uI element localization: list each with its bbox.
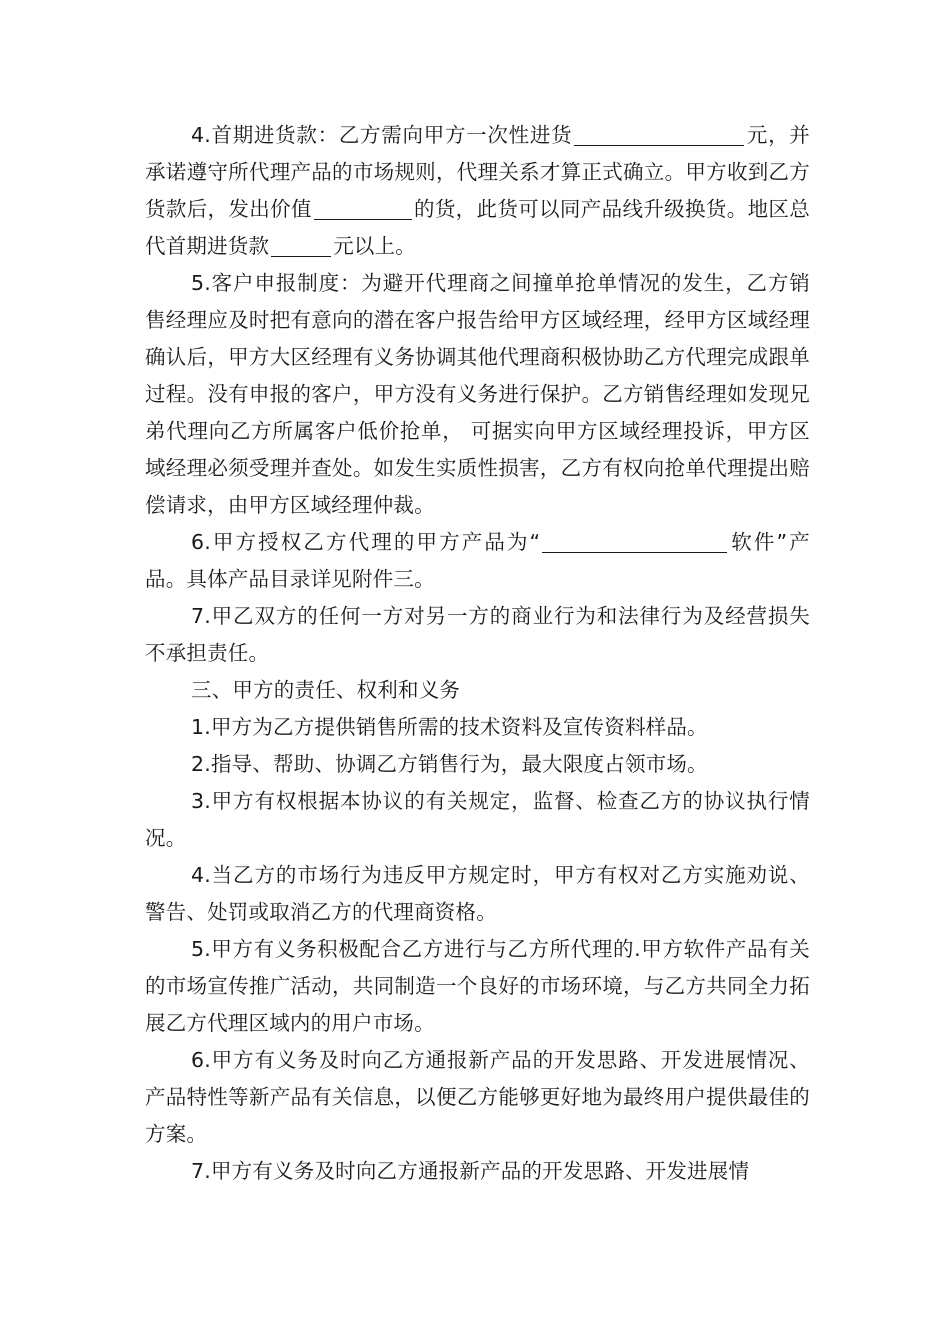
clause-authorized-product [145,524,810,598]
clause-customer-report: 5.客户申报制度：为避开代理商之间撞单抢单情况的发生，乙方销售经理应及时把有意向的潜在客户报告给甲方区域经理，经甲方区域经理确认后，甲方大区经理有义务协调其他代理商积极协助乙方代理完成跟单过程。没有申报的客户，甲方没有义务进行保护。乙方销售经理如发现兄弟代理向乙方所属客户低价抢单， 可据实向甲方区域经理投诉，甲方区域经理必须受理并查处。如发生实质性损害，乙方有权向抢单代理提出赔偿请求，由甲方区域经理仲裁。 [145,271,810,517]
clause-text: 的货，此货可以同产品线升级换货。地区总代首期进货款 [145,197,810,258]
clause-text: 元，并承诺遵守所代理产品的市场规则，代理关系才算正式确立。甲方收到乙方货款后，发出价值 [145,123,811,221]
clause-text: 元以上。 [333,234,417,258]
clause-party-a-7: 7.甲方有义务及时向乙方通报新产品的开发思路、开发进展情 [191,1159,750,1183]
amount-blank [574,123,744,146]
clause-party-a-6: 6.甲方有义务及时向乙方通报新产品的开发思路、开发进展情况、产品特性等新产品有关信息，以便乙方能够更好地为最终用户提供最佳的方案。 [145,1048,810,1146]
section-heading: 三、甲方的责任、权利和义务 [191,678,461,702]
clause-text: 4.首期进货款：乙方需向甲方一次性进货 [191,123,573,147]
product-name-blank [542,530,727,553]
regional-amount-blank [271,234,331,257]
clause-liability: 7.甲乙双方的任何一方对另一方的商业行为和法律行为及经营损失不承担责任。 [145,604,810,665]
clause-party-a-5: 5.甲方有义务积极配合乙方进行与乙方所代理的.甲方软件产品有关的市场宣传推广活动，共同制造一个良好的市场环境，与乙方共同全力拓展乙方代理区域内的用户市场。 [145,937,810,1035]
clause-party-a-2: 2.指导、帮助、协调乙方销售行为，最大限度占领市场。 [191,752,708,776]
clause-first-purchase [145,117,810,265]
clause-text: 软件”产品。具体产品目录详见附件三。 [145,530,810,591]
clause-party-a-4: 4.当乙方的市场行为违反甲方规定时，甲方有权对乙方实施劝说、警告、处罚或取消乙方的代理商资格。 [145,863,810,924]
clause-party-a-1: 1.甲方为乙方提供销售所需的技术资料及宣传资料样品。 [191,715,708,739]
document-body [145,117,810,1190]
value-blank [314,197,412,220]
clause-text: 6.甲方授权乙方代理的甲方产品为“ [191,530,541,554]
clause-party-a-3: 3.甲方有权根据本协议的有关规定，监督、检查乙方的协议执行情况。 [145,789,810,850]
